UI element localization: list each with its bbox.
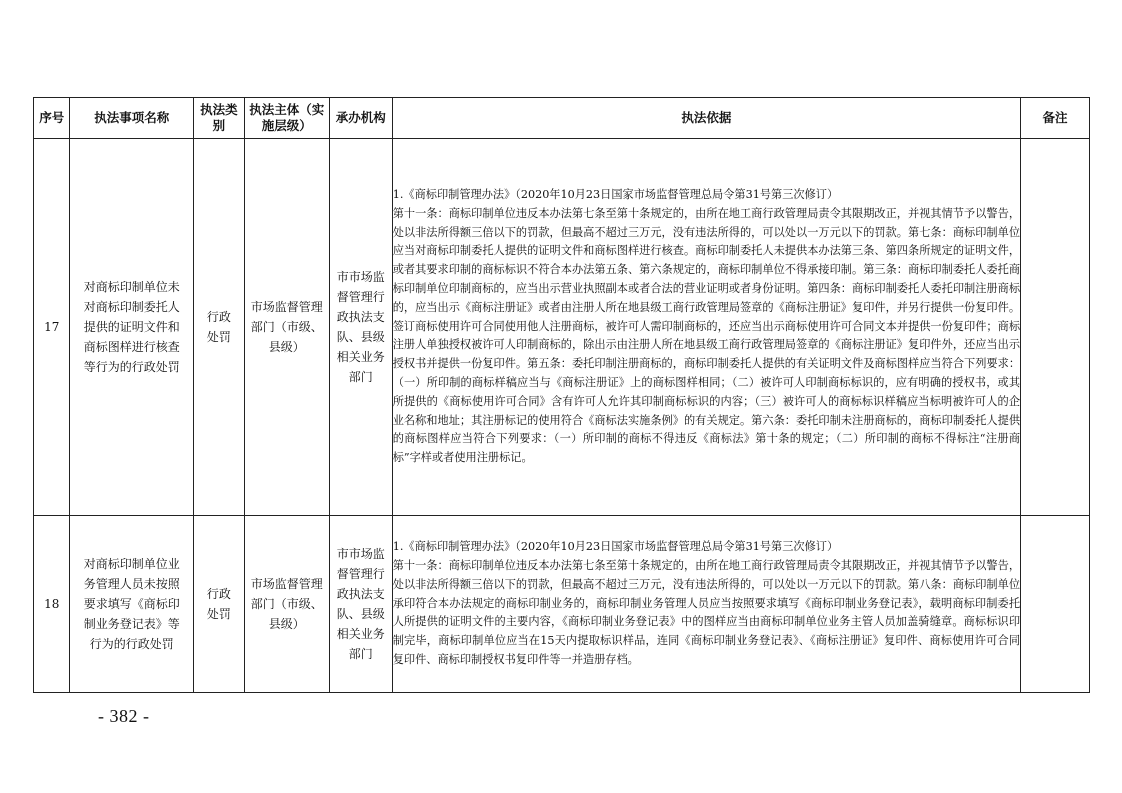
row-category: 行政处罚 <box>194 139 245 516</box>
row-no: 18 <box>34 516 70 693</box>
row-note <box>1021 139 1090 516</box>
row-category: 行政处罚 <box>194 516 245 693</box>
row-organ: 市市场监督管理行政执法支队、县级相关业务部门 <box>329 516 392 693</box>
row-subject: 市场监督管理部门（市级、县级） <box>244 516 329 693</box>
table-row <box>34 139 1090 516</box>
row-no: 17 <box>34 139 70 516</box>
row-item-name: 对商标印制单位未对商标印制委托人提供的证明文件和商标图样进行核查等行为的行政处罚 <box>70 139 194 516</box>
basis-body: 第十一条：商标印制单位违反本办法第七条至第十条规定的，由所在地工商行政管理局责令其限期改正，并视其情节予以警告，处以非法所得额三倍以下的罚款，但最高不超过三万元，没有违法所得的，可以处以一万元以下的罚款。第八条：商标印制单位承印符合本办法规定的商标印制业务的，商标印制业务管理人员应当按照要求填写《商标印制业务登记表》，载明商标印制委托人所提供的证明文件的主要内容，《商标印制业务登记表》中的图样应当由商标印制单位业务主管人员加盖骑缝章。商标标识印制完毕，商标印制单位应当在15天内提取标识样品，连同《商标印制业务登记表》、《商标注册证》复印件、商标使用许可合同复印件、商标印制授权书复印件等一并造册存档。 <box>392 559 1021 666</box>
page-number: - 382 - <box>98 706 150 726</box>
row-item-name: 对商标印制单位业务管理人员未按照要求填写《商标印制业务登记表》等行为的行政处罚 <box>70 516 194 693</box>
table-header-row <box>34 98 1090 139</box>
row-basis <box>392 139 1020 516</box>
basis-body: 第十一条：商标印制单位违反本办法第七条至第十条规定的，由所在地工商行政管理局责令其限期改正，并视其情节予以警告，处以非法所得额三倍以下的罚款，但最高不超过三万元，没有违法所得的，可以处以一万元以下的罚款。第七条：商标印制单位应当对商标印制委托人提供的证明文件和商标图样进行核查。商标印制委托人未提供本办法第三条、第四条所规定的证明文件，或者其要求印制的商标标识不符合本办法第五条、第六条规定的，商标印制单位不得承接印制。第三条：商标印制委托人委托商标印制单位印制商标的，应当出示营业执照副本或者合法的营业证明或者身份证明。第四条：商标印制委托人委托印制注册商标的，应当出示《商标注册证》或者由注册人所在地县级工商行政管理局签章的《商标注册证》复印件，并另行提供一份复印件。签订商标使用许可合同使用他人注册商标，被许可人需印制商标的，还应当出示商标使用许可合同文本并提供一份复印件；商标注册人单独授权被许可人印制商标的，除出示由注册人所在地县级工商行政管理局签章的《商标注册证》复印件外，还应当出示授权书并提供一份复印件。第五条：委托印制注册商标的，商标印制委托人提供的有关证明文件及商标图样应当符合下列要求：（一）所印制的商标样稿应当与《商标注册证》上的商标图样相同；（二）被许可人印制商标标识的，应有明确的授权书，或其所提供的《商标使用许可合同》含有许可人允许其印制商标标识的内容；（三）被许可人的商标标识样稿应当标明被许可人的企业名称和地址；其注册标记的使用符合《商标法实施条例》的有关规定。第六条：委托印制未注册商标的，商标印制委托人提供的商标图样应当符合下列要求：（一）所印制的商标不得违反《商标法》第十条的规定；（二）所印制的商标不得标注“注册商标”字样或者使用注册标记。 <box>392 206 1021 465</box>
row-organ: 市市场监督管理行政执法支队、县级相关业务部门 <box>329 139 392 516</box>
header-item-name: 执法事项名称 <box>70 98 194 139</box>
header-basis: 执法依据 <box>392 98 1020 139</box>
header-category: 执法类别 <box>194 98 245 139</box>
basis-title: 1.《商标印制管理办法》（2020年10月23日国家市场监督管理总局令第31号第三次修订） <box>392 188 839 202</box>
basis-title: 1.《商标印制管理办法》（2020年10月23日国家市场监督管理总局令第31号第三次修订） <box>392 540 839 554</box>
table-row <box>34 516 1090 693</box>
header-organ: 承办机构 <box>329 98 392 139</box>
row-note <box>1021 516 1090 693</box>
header-note: 备注 <box>1021 98 1090 139</box>
row-subject: 市场监督管理部门（市级、县级） <box>244 139 329 516</box>
law-enforcement-table <box>33 97 1090 693</box>
row-basis <box>392 516 1020 693</box>
header-no: 序号 <box>34 98 70 139</box>
header-subject: 执法主体（实施层级） <box>244 98 329 139</box>
